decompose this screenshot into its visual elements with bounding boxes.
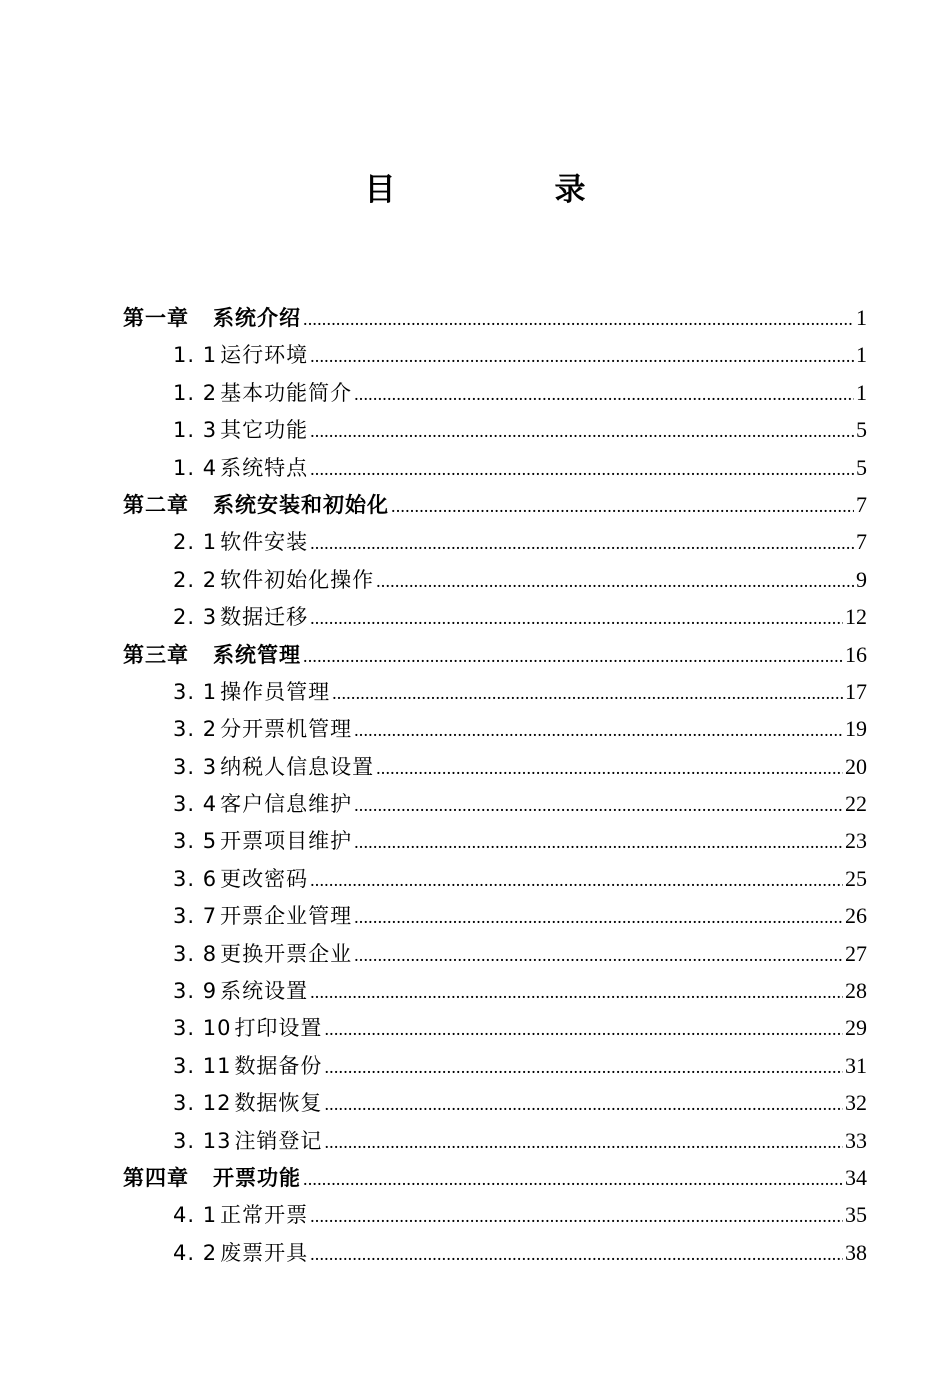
toc-chapter-entry[interactable] (123, 636, 867, 673)
toc-page-number: 9 (856, 566, 867, 592)
toc-entry-title: 开票功能 (213, 1165, 301, 1190)
toc-section-entry[interactable] (123, 449, 867, 486)
toc-entry-label (123, 1160, 301, 1197)
toc-page-number: 1 (856, 305, 867, 330)
toc-entry-number: 第四章 (123, 1165, 189, 1190)
toc-section-entry[interactable] (123, 523, 867, 560)
toc-dot-leader (310, 1198, 843, 1235)
toc-entry-label (173, 450, 308, 487)
toc-page-number: 19 (845, 716, 867, 742)
toc-dot-leader (303, 301, 854, 338)
toc-dot-leader (324, 1086, 843, 1123)
toc-entry-label (173, 973, 308, 1010)
toc-page-number: 17 (845, 678, 867, 704)
toc-page-number: 29 (845, 1015, 867, 1041)
toc-entry-title: 开票项目维护 (220, 829, 353, 854)
toc-section-entry[interactable] (123, 972, 867, 1009)
toc-page-number: 22 (845, 791, 867, 817)
toc-page-number: 7 (856, 491, 867, 517)
toc-dot-leader (354, 787, 843, 824)
toc-section-entry[interactable] (123, 1196, 867, 1233)
toc-entry-number: 3. 6 (173, 866, 218, 891)
toc-dot-leader (391, 488, 854, 525)
toc-page-number: 32 (845, 1090, 867, 1116)
toc-entry-label (173, 786, 352, 823)
toc-entry-number: 3. 7 (173, 904, 218, 929)
toc-entry-number: 3. 5 (173, 829, 218, 854)
toc-page-number: 33 (845, 1127, 867, 1153)
toc-entry-number: 3. 12 (173, 1091, 232, 1116)
toc-dot-leader (310, 974, 843, 1011)
toc-section-entry[interactable] (123, 598, 867, 635)
toc-page-number: 25 (845, 865, 867, 891)
toc-entry-number: 3. 3 (173, 754, 218, 779)
toc-page-number: 20 (845, 753, 867, 779)
toc-page-number: 5 (856, 454, 867, 480)
toc-dot-leader (376, 750, 843, 787)
toc-entry-title: 注销登记 (234, 1128, 323, 1153)
toc-section-entry[interactable] (123, 673, 867, 710)
table-of-contents (123, 299, 867, 1271)
toc-entry-number: 1. 1 (173, 343, 218, 368)
toc-entry-title: 基本功能简介 (220, 380, 353, 405)
toc-chapter-entry[interactable] (123, 1159, 867, 1196)
toc-entry-label (123, 637, 301, 674)
toc-entry-number: 3. 4 (173, 792, 218, 817)
toc-page-number: 5 (856, 417, 867, 443)
toc-dot-leader (354, 899, 843, 936)
toc-entry-label (173, 1048, 322, 1085)
toc-entry-title: 系统特点 (220, 455, 309, 480)
toc-entry-label (173, 524, 308, 561)
toc-entry-number: 3. 8 (173, 941, 218, 966)
toc-entry-number: 第二章 (123, 492, 189, 517)
toc-entry-title: 更改密码 (220, 866, 309, 891)
toc-dot-leader (324, 1049, 843, 1086)
toc-page-number: 34 (845, 1164, 867, 1190)
toc-page-number: 31 (845, 1052, 867, 1078)
toc-entry-label (173, 1085, 322, 1122)
toc-page-number: 1 (856, 379, 867, 405)
toc-entry-number: 3. 13 (173, 1128, 232, 1153)
toc-entry-label (173, 936, 352, 973)
toc-entry-number: 2. 1 (173, 530, 218, 555)
toc-section-entry[interactable] (123, 710, 867, 747)
toc-page-number: 12 (845, 604, 867, 630)
toc-entry-title: 客户信息维护 (220, 792, 353, 817)
toc-chapter-entry[interactable] (123, 486, 867, 523)
toc-section-entry[interactable] (123, 336, 867, 373)
toc-entry-title: 数据备份 (234, 1053, 323, 1078)
toc-entry-label (173, 1123, 322, 1160)
toc-page-number: 35 (845, 1202, 867, 1228)
toc-entry-number: 4. 2 (173, 1240, 218, 1265)
toc-entry-number: 2. 3 (173, 605, 218, 630)
toc-entry-number: 第一章 (123, 306, 189, 330)
toc-section-entry[interactable] (123, 897, 867, 934)
toc-dot-leader (332, 675, 843, 712)
toc-entry-label (173, 861, 308, 898)
toc-page-number: 23 (845, 828, 867, 854)
toc-entry-label (173, 599, 308, 636)
toc-dot-leader (310, 338, 854, 375)
toc-entry-title: 数据迁移 (220, 605, 309, 630)
toc-entry-title: 系统介绍 (213, 306, 301, 330)
toc-dot-leader (310, 413, 854, 450)
toc-entry-number: 3. 11 (173, 1053, 232, 1078)
toc-entry-title: 更换开票企业 (220, 941, 353, 966)
toc-entry-title: 正常开票 (220, 1203, 309, 1228)
toc-entry-label (123, 487, 389, 524)
toc-entry-label (173, 375, 352, 412)
toc-entry-label (173, 823, 352, 860)
toc-entry-number: 3. 9 (173, 979, 218, 1004)
toc-section-entry[interactable] (123, 1047, 867, 1084)
toc-entry-label (173, 674, 330, 711)
toc-entry-number: 2. 2 (173, 567, 218, 592)
toc-entry-title: 操作员管理 (220, 679, 331, 704)
toc-dot-leader (354, 824, 843, 861)
toc-section-entry[interactable] (123, 860, 867, 897)
toc-section-entry[interactable] (123, 822, 867, 859)
toc-section-entry[interactable] (123, 785, 867, 822)
toc-section-entry[interactable] (123, 561, 867, 598)
toc-dot-leader (354, 937, 843, 974)
toc-entry-number: 3. 1 (173, 679, 218, 704)
toc-dot-leader (303, 1161, 843, 1198)
toc-section-entry[interactable] (123, 1122, 867, 1159)
toc-entry-title: 废票开具 (220, 1240, 309, 1265)
toc-dot-leader (310, 600, 843, 637)
toc-entry-title: 打印设置 (234, 1016, 323, 1041)
toc-section-entry[interactable] (123, 1009, 867, 1046)
toc-dot-leader (376, 563, 854, 600)
toc-page-number: 26 (845, 903, 867, 929)
toc-section-entry[interactable] (123, 1084, 867, 1121)
toc-section-entry[interactable] (123, 411, 867, 448)
toc-page-number: 7 (856, 529, 867, 555)
toc-dot-leader (324, 1124, 843, 1161)
toc-page-number: 28 (845, 978, 867, 1004)
toc-dot-leader (324, 1011, 843, 1048)
toc-entry-label (173, 1197, 308, 1234)
toc-entry-title: 其它功能 (220, 418, 309, 443)
toc-entry-label (123, 300, 301, 337)
toc-entry-title: 系统安装和初始化 (213, 492, 389, 517)
toc-entry-number: 3. 2 (173, 717, 218, 742)
toc-entry-label (173, 749, 374, 786)
toc-entry-number: 4. 1 (173, 1203, 218, 1228)
toc-page-number: 1 (856, 342, 867, 368)
toc-entry-label (173, 412, 308, 449)
toc-entry-title: 运行环境 (220, 343, 309, 368)
toc-entry-title: 软件安装 (220, 530, 309, 555)
toc-entry-number: 1. 2 (173, 380, 218, 405)
toc-dot-leader (310, 1236, 843, 1273)
toc-entry-label (173, 1010, 322, 1047)
toc-entry-label (173, 711, 352, 748)
toc-dot-leader (310, 525, 854, 562)
toc-page-number: 27 (845, 940, 867, 966)
toc-section-entry[interactable] (123, 374, 867, 411)
toc-dot-leader (303, 638, 843, 675)
toc-entry-title: 开票企业管理 (220, 904, 353, 929)
toc-entry-number: 第三章 (123, 642, 189, 667)
toc-section-entry[interactable] (123, 748, 867, 785)
toc-dot-leader (310, 451, 854, 488)
toc-entry-label (173, 562, 374, 599)
toc-dot-leader (354, 376, 854, 413)
toc-entry-number: 1. 3 (173, 418, 218, 443)
toc-entry-title: 数据恢复 (234, 1091, 323, 1116)
toc-entry-title: 系统管理 (213, 642, 301, 667)
toc-dot-leader (310, 862, 843, 899)
toc-section-entry[interactable] (123, 1234, 867, 1271)
toc-entry-number: 1. 4 (173, 455, 218, 480)
toc-entry-label (173, 1235, 308, 1272)
toc-section-entry[interactable] (123, 935, 867, 972)
toc-dot-leader (354, 712, 843, 749)
toc-entry-title: 软件初始化操作 (220, 567, 375, 592)
toc-entry-number: 3. 10 (173, 1016, 232, 1041)
toc-entry-title: 纳税人信息设置 (220, 754, 375, 779)
toc-entry-title: 系统设置 (220, 979, 309, 1004)
page-title: 目 录 (364, 172, 650, 208)
toc-page-number: 16 (845, 641, 867, 667)
toc-chapter-entry[interactable] (123, 299, 867, 336)
toc-entry-label (173, 337, 308, 374)
toc-page-number: 38 (845, 1239, 867, 1265)
toc-entry-title: 分开票机管理 (220, 717, 353, 742)
toc-entry-label (173, 898, 352, 935)
